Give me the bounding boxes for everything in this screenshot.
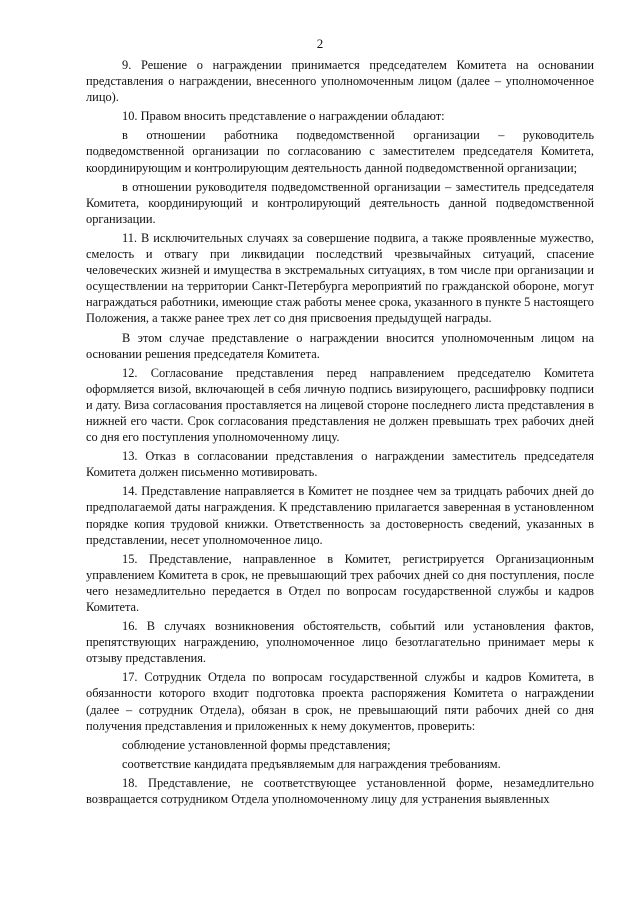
paragraph-17-item-form: соблюдение установленной формы представления; [122, 737, 391, 752]
paragraph-10: 10. Правом вносить представление о награждении обладают: [122, 109, 445, 124]
paragraph-17-item-requirements: соответствие кандидата предъявляемым для награждения требованиям. [122, 756, 501, 771]
paragraph-9: 9. Решение о награждении принимается председателем Комитета на основании представления о награждении, внесенного уполномоченным лицом (далее – уполномоченное лицо). [86, 58, 594, 105]
paragraph-14: 14. Представление направляется в Комитет не позднее чем за тридцать рабочих дней до предполагаемой даты награждения. К представлению прилагается заверенная в установленном порядке копия трудовой книжки. Ответственность за достоверность сведений, указанных в представлении, несет уполномоченное лицо. [86, 484, 594, 547]
paragraph-11-note: В этом случае представление о награждении вносится уполномоченным лицом на основании решения председателя Комитета. [86, 330, 594, 361]
paragraph-10-item-employee: в отношении работника подведомственной организации – руководитель подведомственной организации по согласованию с заместителем председателя Комитета, координирующим и контролирующим деятельность данной подведомственной организации; [86, 128, 594, 175]
paragraph-17: 17. Сотрудник Отдела по вопросам государственной службы и кадров Комитета, в обязанности которого входит подготовка проекта распоряжения Комитета о награждении (далее – сотрудник Отдела), обязан в срок, не превышающий пяти рабочих дней со дня получения представления и приложенных к нему документов, проверить: [86, 670, 594, 733]
paragraph-15: 15. Представление, направленное в Комитет, регистрируется Организационным управлением Комитета в срок, не превышающий трех рабочих дней со дня поступления, после чего незамедлительно передается в Отдел по вопросам государственной службы и кадров Комитета. [86, 551, 594, 614]
document-body [86, 57, 594, 810]
paragraph-12: 12. Согласование представления перед направлением председателю Комитета оформляется визой, включающей в себя личную подпись визирующего, расшифровку подписи и дату. Виза согласования проставляется на лицевой стороне последнего листа представления в нижней его части. Срок согласования представления не должен превышать трех рабочих дней со дня его поступления уполномоченному лицу. [86, 365, 594, 445]
paragraph-16: 16. В случаях возникновения обстоятельств, событий или установления фактов, препятствующих награждению, уполномоченное лицо безотлагательно принимает меры к отзыву представления. [86, 619, 594, 666]
paragraph-11: 11. В исключительных случаях за совершение подвига, а также проявленные мужество, смелость и отвагу при ликвидации последствий чрезвычайных ситуаций, спасение человеческих жизней и имущества в экстремальных ситуациях, в том числе при организации и осуществлении на территории Санкт-Петербурга мероприятий по гражданской обороне, могут награждаться работники, имеющие стаж работы менее срока, указанного в пункте 5 настоящего Положения, а также ранее трех лет со дня присвоения предыдущей награды. [86, 230, 595, 326]
paragraph-10-item-head: в отношении руководителя подведомственной организации – заместитель председателя Комитета, координирующий и контролирующий деятельность данной подведомственной организации. [86, 179, 594, 226]
paragraph-18: 18. Представление, не соответствующее установленной форме, незамедлительно возвращается сотрудником Отдела уполномоченному лицу для устранения выявленных [86, 775, 594, 807]
paragraph-13: 13. Отказ в согласовании представления о награждении заместитель председателя Комитета должен письменно мотивировать. [86, 449, 594, 480]
page-number: 2 [316, 36, 324, 51]
